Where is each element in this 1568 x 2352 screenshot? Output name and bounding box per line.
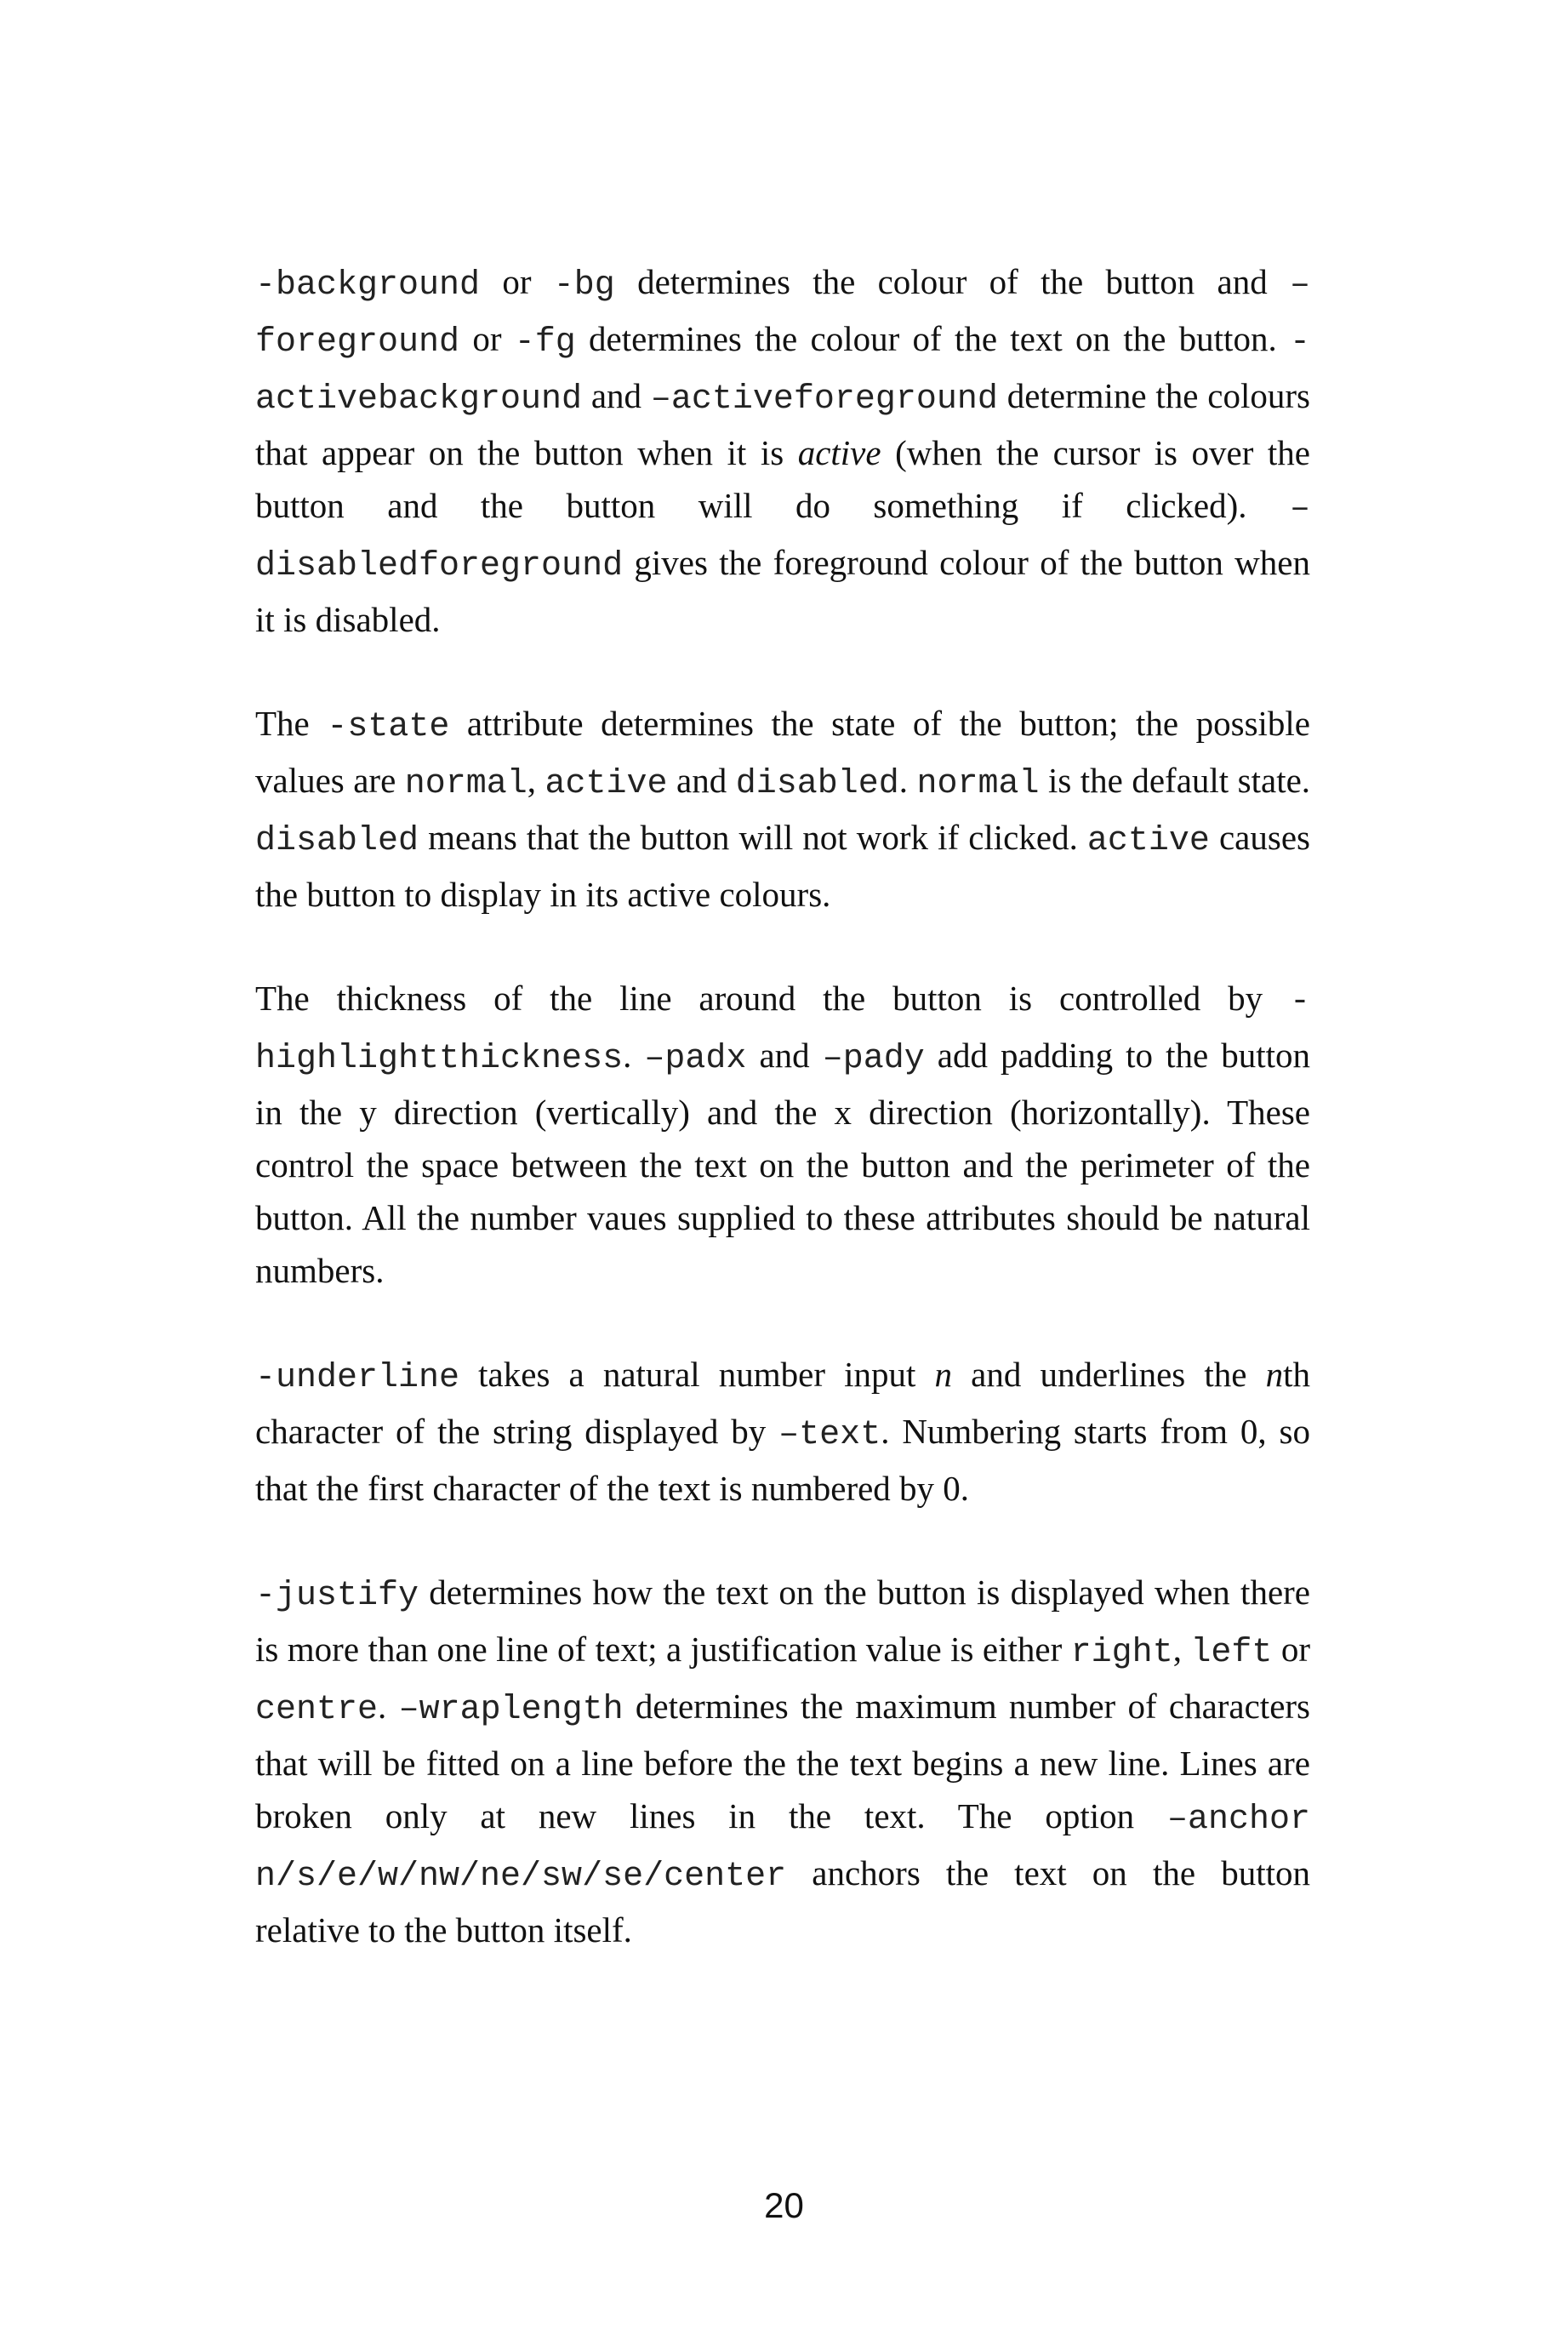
code-term: -state — [327, 708, 450, 746]
document-body — [255, 255, 1310, 2007]
paragraph-justify — [255, 1566, 1310, 1956]
italic-term: n — [934, 1355, 953, 1394]
code-term: –activeforeground — [650, 380, 998, 419]
text-segment: (when the cursor is over the button and the button will do something if clicked). — [255, 433, 1310, 525]
text-segment: . — [623, 1036, 645, 1075]
code-term: -highlightthickness — [255, 983, 1310, 1078]
text-segment: determines the colour of the text on the button. — [575, 319, 1290, 358]
page-number: 20 — [764, 2185, 804, 2225]
text-segment: and underlines the — [952, 1355, 1266, 1394]
italic-term: active — [797, 433, 881, 472]
code-term: right — [1070, 1634, 1173, 1672]
text-segment: determine the colours that appear on the button when it is — [255, 376, 1310, 472]
code-term: –padx — [644, 1040, 747, 1078]
text-segment: takes a natural number input — [459, 1355, 935, 1394]
code-term: centre — [255, 1691, 379, 1729]
code-term: –disabledforeground — [255, 490, 1310, 585]
paragraph-state — [255, 697, 1310, 921]
text-segment: . — [378, 1687, 399, 1726]
code-term: –pady — [822, 1040, 925, 1078]
text-segment: anchors the text on the button relative to the button itself. — [255, 1853, 1310, 1950]
paragraph-padding — [255, 972, 1310, 1297]
code-term: disabled — [735, 765, 899, 803]
code-term: active — [545, 765, 668, 803]
code-term: normal — [404, 765, 527, 803]
text-segment: and — [746, 1036, 823, 1075]
code-term: -justify — [255, 1577, 419, 1615]
text-segment: determines the colour of the button and — [614, 262, 1290, 301]
text-segment: The — [255, 704, 328, 743]
text-segment: causes the button to display in its active colours. — [255, 818, 1310, 914]
text-segment: attribute determines the state of the button; the possible values are — [255, 704, 1310, 800]
code-term: normal — [916, 765, 1040, 803]
code-term: -underline — [255, 1359, 460, 1397]
italic-term: n — [1265, 1355, 1284, 1394]
text-segment: determines the maximum number of characters that will be fitted on a line before the the text begins a new line. Lines are broken only at new lines in the text. The option — [255, 1687, 1311, 1835]
code-term: –wraplength — [398, 1691, 624, 1729]
text-segment: means that the button will not work if clicked. — [419, 818, 1087, 857]
paragraph-underline — [255, 1348, 1310, 1515]
text-segment: gives the foreground colour of the button when it is disabled. — [255, 543, 1310, 639]
code-term: –text — [778, 1416, 881, 1454]
text-segment: or — [459, 319, 515, 358]
code-term: -activebackground — [255, 323, 1310, 419]
code-term: -bg — [553, 266, 615, 305]
text-segment: or — [480, 262, 554, 301]
text-segment: determines how the text on the button is displayed when there is more than one line of text; a justification value is either — [255, 1573, 1310, 1669]
code-term: -background — [255, 266, 481, 305]
code-term: left — [1190, 1634, 1273, 1672]
text-segment: add padding to the button in the y direction (vertically) and the x direction (horizontally). These control the space between the text on the button and the perimeter of the button. All the number vaues supplied to these attributes should be natural numbers. — [255, 1036, 1310, 1290]
text-segment: , — [527, 761, 545, 800]
code-term: -fg — [514, 323, 576, 362]
paragraph-colours — [255, 255, 1310, 646]
text-segment: . — [898, 761, 917, 800]
text-segment: is the default state. — [1039, 761, 1311, 800]
code-term: disabled — [255, 822, 419, 860]
text-segment: and — [667, 761, 736, 800]
text-segment: . Numbering starts from 0, so that the first character of the text is numbered by 0. — [255, 1412, 1310, 1508]
code-term: –anchor n/s/e/w/nw/ne/sw/se/center — [255, 1801, 1310, 1896]
code-term: active — [1086, 822, 1210, 860]
text-segment: and — [582, 376, 651, 415]
code-term: –foreground — [255, 266, 1311, 362]
text-segment: , — [1172, 1630, 1191, 1669]
text-segment: th character of the string displayed by — [255, 1355, 1310, 1451]
text-segment: or — [1272, 1630, 1311, 1669]
text-segment: The thickness of the line around the button is controlled by — [255, 979, 1290, 1018]
